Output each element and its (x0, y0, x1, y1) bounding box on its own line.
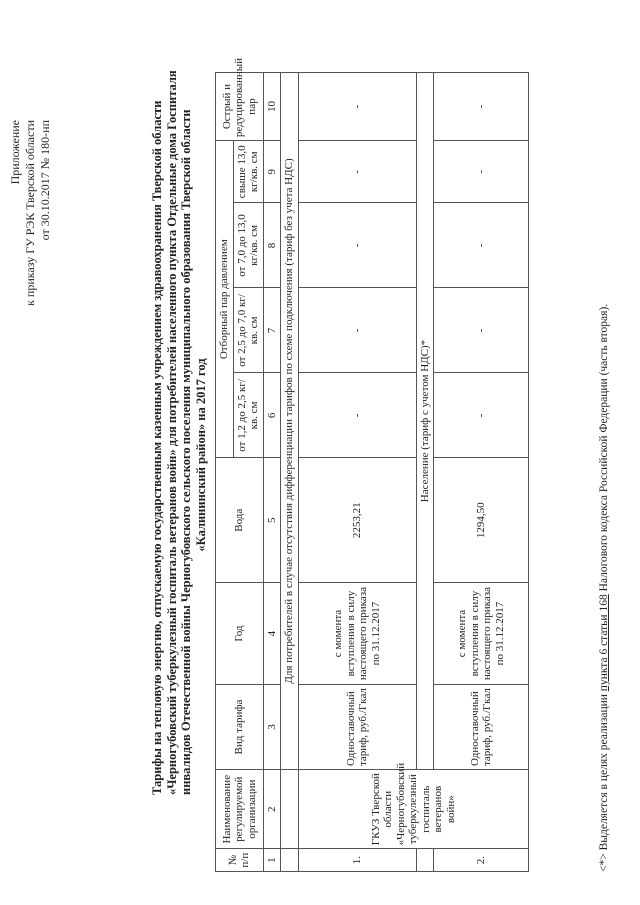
row-water: 2253,21 (298, 458, 416, 583)
footnote-suffix: Налогового кодекса Российской Федерации (часть вторая). (598, 303, 610, 595)
appendix-header (8, 120, 53, 306)
appendix-line: Приложение (8, 120, 22, 185)
section-num-cell (416, 849, 434, 872)
column-number: 8 (263, 203, 281, 288)
header-pressure-1: от 1,2 до 2,5 кг/кв. см (233, 373, 263, 458)
row-pressure-1: - (298, 373, 416, 458)
appendix-line: от 30.10.2017 № 180-нп (38, 120, 52, 241)
column-number: 9 (263, 141, 281, 203)
section-title: Для потребителей в случае отсутствия дифференциации тарифов по схеме подключения (тариф без учета НДС) (281, 73, 299, 770)
header-num: № п/п (216, 849, 264, 872)
tariff-table (215, 57, 529, 872)
column-number: 2 (263, 770, 281, 849)
column-number-row (263, 73, 281, 872)
row-water: 1294,50 (434, 458, 529, 583)
column-number: 3 (263, 685, 281, 770)
column-number: 7 (263, 288, 281, 373)
header-pressure-3: от 7,0 до 13,0 кг/кв. см (233, 203, 263, 288)
section-org-cell (281, 770, 299, 849)
appendix-line: к приказу ГУ РЭК Тверской области (23, 120, 37, 306)
row-pressure-3: - (434, 203, 529, 288)
row-year: с момента вступления в силу настоящего приказа по 31.12.2017 (434, 583, 529, 685)
header-org: Наименование регулируемой организации (216, 770, 264, 849)
table-row (434, 73, 529, 872)
row-sharp-steam: - (434, 73, 529, 141)
header-sharp-steam: Острый и редуцированный пар (216, 73, 264, 141)
column-number: 6 (263, 373, 281, 458)
title-line: «Калининский район» на 2017 год (193, 358, 208, 552)
row-pressure-3: - (298, 203, 416, 288)
row-num: 2. (434, 849, 529, 872)
column-number: 5 (263, 458, 281, 583)
row-pressure-4: - (298, 141, 416, 203)
row-pressure-2: - (434, 288, 529, 373)
document-title (150, 70, 208, 795)
header-water: Вода (216, 458, 264, 583)
table-row (298, 73, 416, 872)
footnote-link[interactable]: пункта 6 статьи 168 (598, 594, 610, 692)
row-pressure-1: - (434, 373, 529, 458)
row-tariff-type: Одноставочный тариф, руб./Гкал (434, 685, 529, 770)
row-num: 1. (298, 849, 416, 872)
section-num-cell (281, 849, 299, 872)
title-line: Тарифы на тепловую энергию, отпускаемую государственным казенным учреждением здравоохранения Тверской области (150, 100, 164, 795)
row-pressure-4: - (434, 141, 529, 203)
footnote-prefix: <*> Выделяется в целях реализации (598, 691, 610, 872)
footnote (598, 304, 610, 872)
org-name: ГКУЗ Тверской области «Черногубовский туберкулезный госпиталь ветеранов войн» (298, 770, 529, 849)
section-title: Население (тариф с учетом НДС)* (416, 73, 434, 770)
section-row (281, 73, 299, 872)
column-number: 1 (263, 849, 281, 872)
header-pressure-2: от 2,5 до 7,0 кг/кв. см (233, 288, 263, 373)
column-number: 4 (263, 583, 281, 685)
title-line: инвалидов Отечественной войны Черногубовского сельского поселения муниципального образования Тверской области (179, 109, 193, 795)
row-pressure-2: - (298, 288, 416, 373)
header-steam-group: Отборный пар давлением (216, 141, 234, 458)
column-number: 10 (263, 73, 281, 141)
header-year: Год (216, 583, 264, 685)
header-pressure-4: свыше 13,0 кг/кв. см (233, 141, 263, 203)
row-tariff-type: Одноставочный тариф, руб./Гкал (298, 685, 416, 770)
title-line: «Черногубовский туберкулезный госпиталь ветеранов войн» для потребителей населенного пункта Отдельные дома Госпиталя (164, 70, 179, 795)
header-tariff-type: Вид тарифа (216, 685, 264, 770)
row-sharp-steam: - (298, 73, 416, 141)
section-row (416, 73, 434, 872)
row-year: с момента вступления в силу настоящего приказа по 31.12.2017 (298, 583, 416, 685)
header-row (216, 73, 234, 872)
